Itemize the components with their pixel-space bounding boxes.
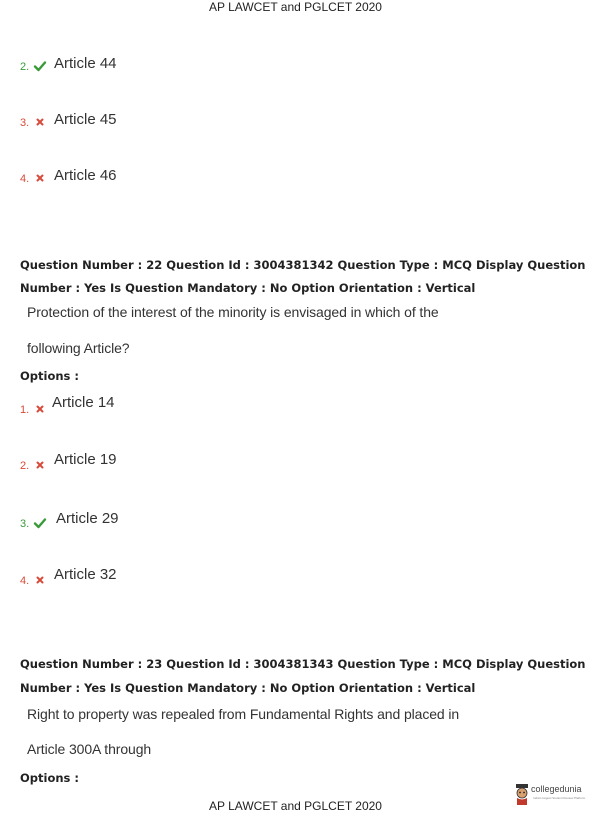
option-text: Article 44 <box>54 55 117 72</box>
option-number: 4. <box>20 173 30 185</box>
option-text: Article 45 <box>54 111 117 128</box>
page-header: AP LAWCET and PGLCET 2020 <box>209 0 382 14</box>
option-number: 3. <box>20 117 30 129</box>
check-icon <box>33 516 47 530</box>
logo-tagline: India's largest Student Review Platform <box>533 796 586 800</box>
page-footer: AP LAWCET and PGLCET 2020 <box>209 799 382 813</box>
cross-icon <box>33 171 47 185</box>
option-text: Article 29 <box>56 510 119 527</box>
options-label: Options : <box>20 369 79 383</box>
option-text: Article 32 <box>54 566 117 583</box>
question-meta-line-1: Question Number : 23 Question Id : 3004381343 Question Type : MCQ Display Question <box>20 657 586 671</box>
question-text-line-2: Article 300A through <box>27 741 152 757</box>
question-meta-line-2: Number : Yes Is Question Mandatory : No Option Orientation : Vertical <box>20 281 476 295</box>
cross-icon <box>33 402 47 416</box>
option-number: 2. <box>20 61 30 73</box>
option-text: Article 19 <box>54 451 117 468</box>
check-icon <box>33 59 47 73</box>
option-number: 4. <box>20 575 30 587</box>
question-text-line-1: Right to property was repealed from Fundamental Rights and placed in <box>27 706 460 722</box>
cross-icon <box>33 115 47 129</box>
question-text-line-2: following Article? <box>27 340 130 356</box>
cross-icon <box>33 458 47 472</box>
option-number: 2. <box>20 460 30 472</box>
option-number: 1. <box>20 404 30 416</box>
option-text: Article 46 <box>54 167 117 184</box>
option-text: Article 14 <box>52 394 115 411</box>
cross-icon <box>33 573 47 587</box>
question-meta-line-2: Number : Yes Is Question Mandatory : No Option Orientation : Vertical <box>20 681 476 695</box>
question-text-line-1: Protection of the interest of the minority is envisaged in which of the <box>27 304 439 320</box>
options-label: Options : <box>20 771 79 785</box>
logo-name: collegedunia <box>531 784 582 794</box>
question-meta-line-1: Question Number : 22 Question Id : 3004381342 Question Type : MCQ Display Question <box>20 258 586 272</box>
option-number: 3. <box>20 518 30 530</box>
